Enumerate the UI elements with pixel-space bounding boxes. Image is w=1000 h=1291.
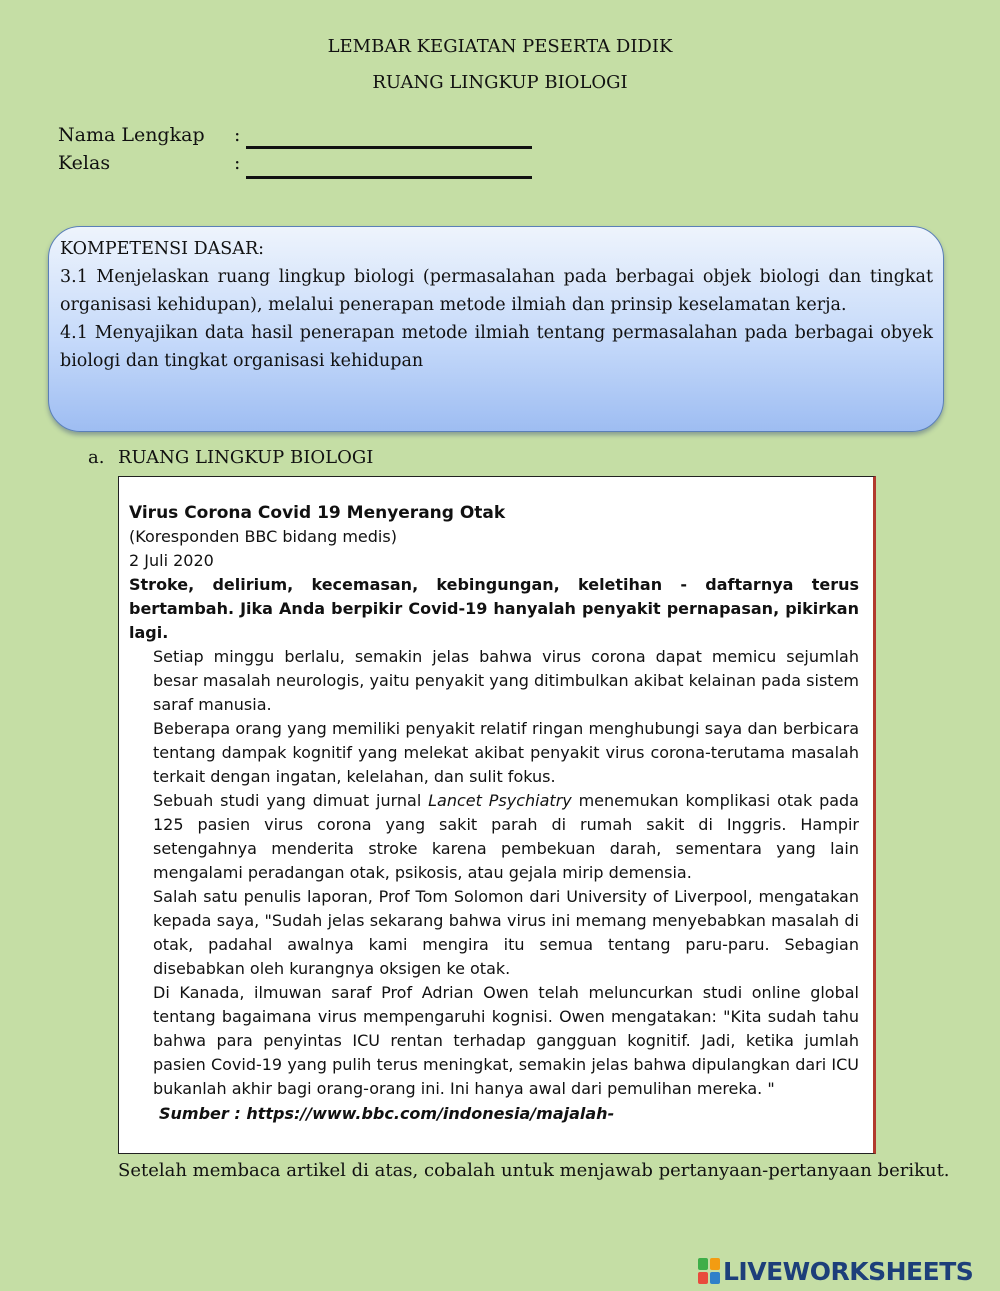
journal-name: Lancet Psychiatry: [428, 791, 572, 810]
liveworksheets-wordmark: LIVEWORKSHEETS: [723, 1256, 974, 1286]
article-title: Virus Corona Covid 19 Menyerang Otak: [129, 503, 506, 523]
name-input[interactable]: [246, 125, 532, 149]
article-paragraph-5: Di Kanada, ilmuwan saraf Prof Adrian Owen telah meluncurkan studi online global tentang bagaimana virus mempengaruhi kognisi. Owen mengatakan: "Kita sudah tahu bahwa para penyintas ICU rentan terhadap gangguan kognitif. Jadi, ketika jumlah pasien Covid-19 yang pulih terus meningkat, semakin jelas bahwa dipulangkan dari ICU bukanlah akhir bagi orang-orang ini. Ini hanya awal dari pemulihan mereka. ": [153, 983, 859, 1098]
article-lead: Stroke, delirium, kecemasan, kebingungan, keletihan - daftarnya terus bertambah. Jika Anda berpikir Covid-19 hanyalah penyakit pernapasan, pikirkan lagi.: [129, 575, 859, 642]
class-colon: :: [234, 152, 241, 174]
article-paragraph-4: Salah satu penulis laporan, Prof Tom Solomon dari University of Liverpool, mengatakan kepada saya, "Sudah jelas sekarang bahwa virus ini memang menyebabkan masalah di otak, padahal awalnya kami mengira itu semua tentang paru-paru. Sebagian disebabkan oleh kurangnya oksigen ke otak.: [153, 887, 859, 978]
kompetensi-item-3-1: 3.1 Menjelaskan ruang lingkup biologi (permasalahan pada berbagai objek biologi dan tingkat organisasi kehidupan), melalui penerapan metode ilmiah dan prinsip keselamatan kerja.: [60, 267, 933, 315]
logo-square-bl: [698, 1272, 708, 1284]
article-paragraph-3-end: menemukan komplikasi otak pada 125 pasien virus corona yang sakit parah di rumah sakit di Inggris. Hampir setengahnya menderita stroke karena pembekuan darah, sementara yang lain mengalami peradangan otak, psikosis, atau gejala mirip demensia.: [153, 791, 859, 882]
section-a-number: a.: [88, 447, 105, 468]
worksheet-subtitle: RUANG LINGKUP BIOLOGI: [372, 72, 628, 93]
article-byline: (Koresponden BBC bidang medis): [129, 527, 397, 546]
article-box: [118, 476, 876, 1154]
section-a-heading: [88, 447, 373, 468]
article-paragraph-3-start: Sebuah studi yang dimuat jurnal: [153, 791, 429, 810]
article-source: Sumber : https://www.bbc.com/indonesia/majalah-: [159, 1104, 615, 1123]
article-paragraph-2: Beberapa orang yang memiliki penyakit relatif ringan menghubungi saya dan berbicara tentang dampak kognitif yang melekat akibat penyakit virus corona-terutama masalah terkait dengan ingatan, kelelahan, dan sulit fokus.: [153, 719, 859, 786]
kompetensi-heading: KOMPETENSI DASAR:: [60, 239, 265, 259]
class-label: Kelas: [58, 152, 111, 174]
article-paragraph-1: Setiap minggu berlalu, semakin jelas bahwa virus corona dapat memicu sejumlah besar masalah neurologis, yaitu penyakit yang ditimbulkan akibat kelainan pada sistem saraf manusia.: [153, 647, 859, 714]
article-body: [153, 645, 859, 1101]
name-colon: :: [234, 124, 241, 146]
liveworksheets-brand: [698, 1256, 973, 1286]
kompetensi-item-4-1: 4.1 Menyajikan data hasil penerapan metode ilmiah tentang permasalahan pada berbagai obyek biologi dan tingkat organisasi kehidupan: [60, 323, 933, 371]
logo-square-tr: [710, 1258, 720, 1270]
section-a-title: RUANG LINGKUP BIOLOGI: [118, 447, 374, 468]
logo-square-br: [710, 1272, 720, 1284]
name-label: Nama Lengkap: [58, 124, 205, 146]
worksheet-title: LEMBAR KEGIATAN PESERTA DIDIK: [327, 36, 673, 57]
article-date: 2 Juli 2020: [129, 551, 214, 570]
liveworksheets-logo-icon: [698, 1258, 720, 1284]
logo-square-tl: [698, 1258, 708, 1270]
article-paragraph-3: [153, 789, 859, 885]
class-input[interactable]: [246, 154, 532, 179]
instruction-text: Setelah membaca artikel di atas, cobalah untuk menjawab pertanyaan-pertanyaan berikut.: [118, 1160, 950, 1181]
kompetensi-dasar-box: [48, 226, 944, 432]
